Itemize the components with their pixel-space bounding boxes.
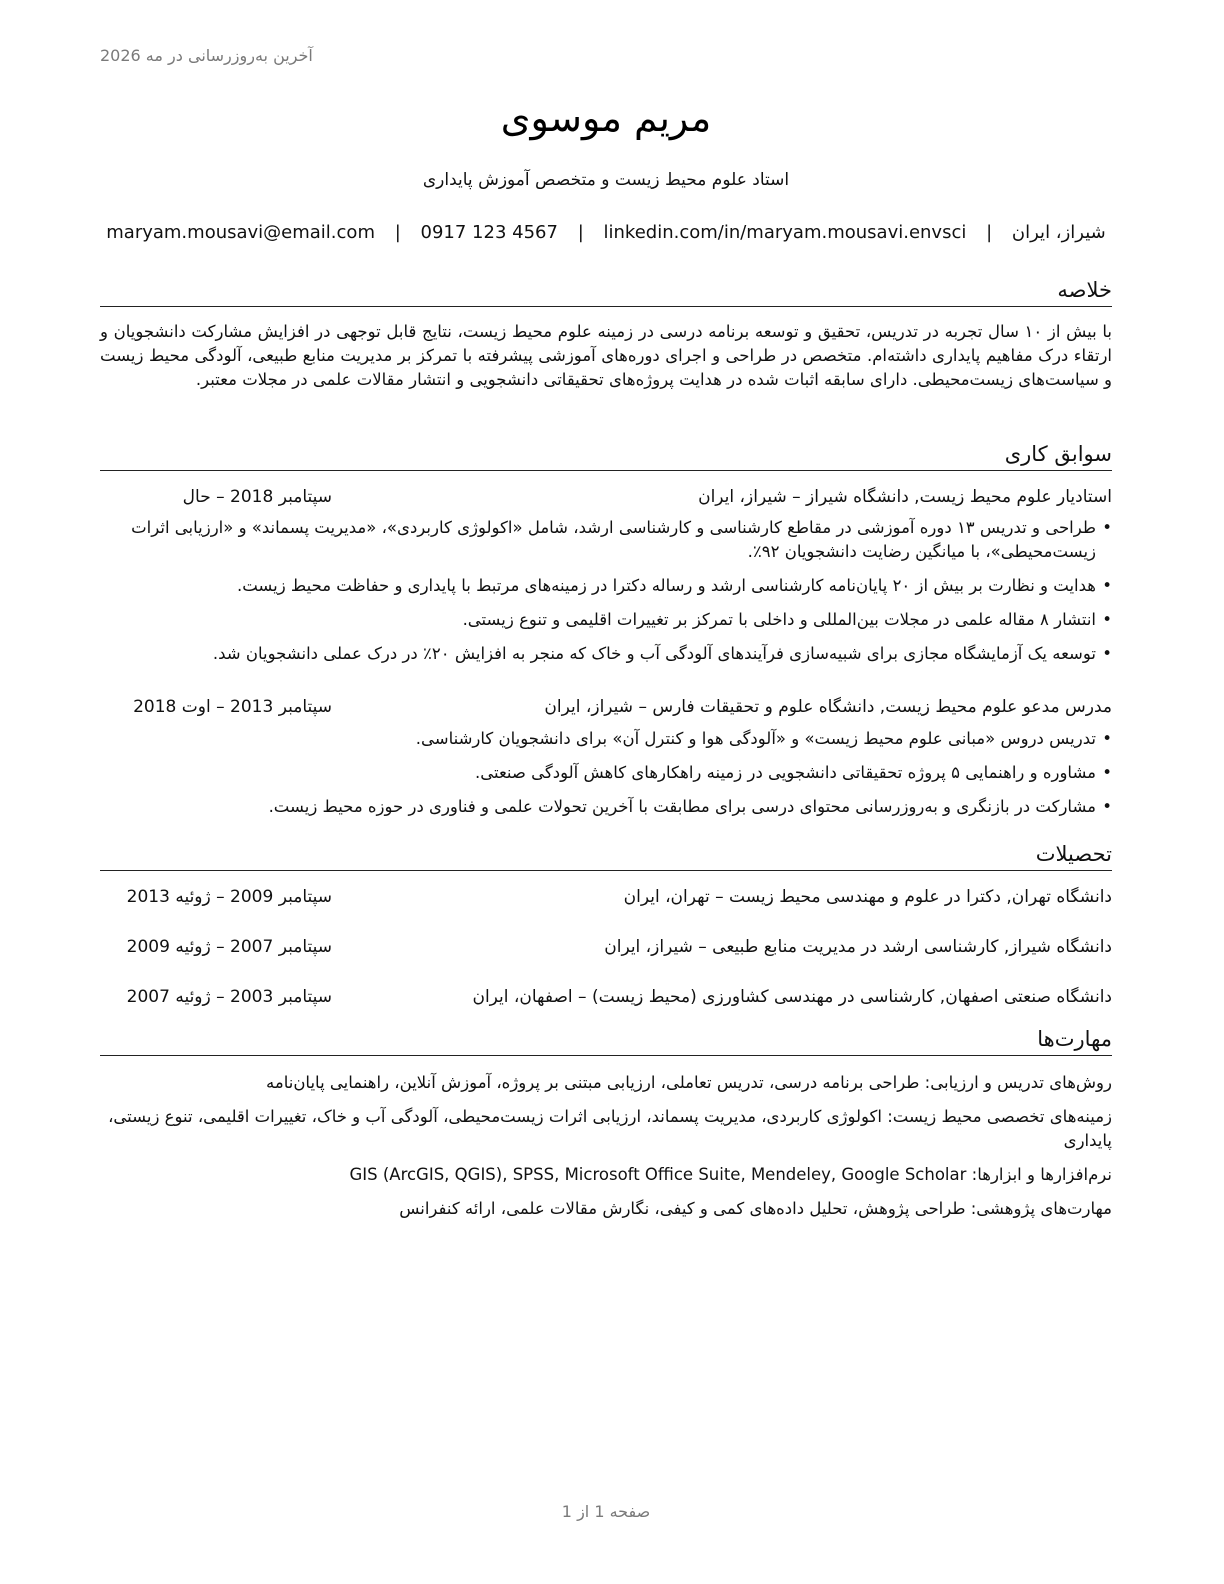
education-dates: سپتامبر 2009 – ژوئیه 2013 bbox=[126, 887, 332, 907]
summary-heading: خلاصه bbox=[100, 276, 1112, 307]
person-title: استاد علوم محیط زیست و متخصص آموزش پایداری bbox=[422, 170, 790, 190]
education-degree: دانشگاه صنعتی اصفهان, کارشناسی در مهندسی کشاورزی (محیط زیست) – اصفهان، ایران bbox=[472, 987, 1112, 1007]
education-entry bbox=[100, 935, 1112, 959]
skills-list bbox=[100, 1071, 1112, 1231]
education-degree: دانشگاه تهران, دکترا در علوم و مهندسی محیط زیست – تهران، ایران bbox=[623, 887, 1112, 907]
summary-text: با بیش از ۱۰ سال تجربه در تدریس، تحقیق و توسعه برنامه درسی در زمینه علوم محیط زیست، نتایج قابل توجهی در افزایش مشارکت دانشجویان و ارتقاء درک مفاهیم پایداری داشته‌ام. متخصص در طراحی و اجرای دوره‌های آموزشی پیشرفته با تمرکز بر مدیریت منابع طبیعی، آلودگی محیط زیست و سیاست‌های زیست‌محیطی. دارای سابقه اثبات شده در هدایت پروژه‌های تحقیقاتی دانشجویی و انتشار مقالات علمی در مجلات معتبر. bbox=[100, 322, 1112, 389]
education-entry bbox=[100, 885, 1112, 909]
list-item: • طراحی و تدریس ۱۳ دوره آموزشی در مقاطع کارشناسی و کارشناسی ارشد، شامل «اکولوژی کاربردی»، «مدیریت پسماند» و «ارزیابی اثرات زیست‌محیطی»، با میانگین رضایت دانشجویان ۹۲٪. bbox=[100, 516, 1112, 564]
contact-location: شیراز، ایران bbox=[1011, 222, 1106, 243]
job-entry bbox=[100, 695, 1112, 719]
education-degree: دانشگاه شیراز, کارشناسی ارشد در مدیریت منابع طبیعی – شیراز، ایران bbox=[604, 937, 1112, 957]
list-item: • مشاوره و راهنمایی ۵ پروژه تحقیقاتی دانشجویی در زمینه راهکارهای کاهش آلودگی صنعتی. bbox=[100, 761, 1112, 785]
skill-line: نرم‌افزارها و ابزارها: GIS (ArcGIS, QGIS), SPSS, Microsoft Office Suite, Mendeley, Google Scholar bbox=[349, 1165, 1112, 1184]
skill-line: مهارت‌های پژوهشی: طراحی پژوهش، تحلیل داده‌های کمی و کیفی، نگارش مقالات علمی، ارائه کنفرانس bbox=[399, 1199, 1112, 1218]
skill-line: زمینه‌های تخصصی محیط زیست: اکولوژی کاربردی، مدیریت پسماند، ارزیابی اثرات زیست‌محیطی، آلودگی آب و خاک، تغییرات اقلیمی، تنوع زیستی، پایداری bbox=[108, 1107, 1112, 1150]
list-item: • مشارکت در بازنگری و به‌روزرسانی محتوای درسی برای مطابقت با آخرین تحولات علمی و فناوری در حوزه محیط زیست. bbox=[100, 795, 1112, 819]
job-dates: سپتامبر 2018 – حال bbox=[182, 487, 332, 507]
list-item: • هدایت و نظارت بر بیش از ۲۰ پایان‌نامه کارشناسی ارشد و رساله دکترا در زمینه‌های مرتبط با پایداری و حفاظت محیط زیست. bbox=[100, 574, 1112, 598]
contact-phone[interactable]: 0917 123 4567 bbox=[420, 222, 558, 243]
contact-line bbox=[100, 222, 1112, 243]
education-dates: سپتامبر 2003 – ژوئیه 2007 bbox=[126, 987, 332, 1007]
education-entry bbox=[100, 985, 1112, 1009]
skills-heading: مهارت‌ها bbox=[100, 1025, 1112, 1056]
page-number: صفحه 1 از 1 bbox=[561, 1502, 651, 1521]
education-dates: سپتامبر 2007 – ژوئیه 2009 bbox=[126, 937, 332, 957]
person-name: مریم موسوی bbox=[500, 96, 712, 140]
contact-separator: | bbox=[394, 222, 401, 243]
contact-linkedin[interactable]: linkedin.com/in/maryam.mousavi.envsci bbox=[603, 222, 967, 243]
job-title: استادیار علوم محیط زیست, دانشگاه شیراز – شیراز، ایران bbox=[698, 487, 1112, 507]
list-item: • انتشار ۸ مقاله علمی در مجلات بین‌المللی و داخلی با تمرکز بر تغییرات اقلیمی و تنوع زیستی. bbox=[100, 608, 1112, 632]
skill-line: روش‌های تدریس و ارزیابی: طراحی برنامه درسی، تدریس تعاملی، ارزیابی مبتنی بر پروژه، آموزش آنلاین، راهنمایی پایان‌نامه bbox=[266, 1073, 1112, 1092]
education-heading: تحصیلات bbox=[100, 840, 1112, 871]
job-bullets bbox=[100, 516, 1112, 676]
list-item: • تدریس دروس «مبانی علوم محیط زیست» و «آلودگی هوا و کنترل آن» برای دانشجویان کارشناسی. bbox=[100, 727, 1112, 751]
job-bullets bbox=[100, 727, 1112, 829]
list-item: • توسعه یک آزمایشگاه مجازی برای شبیه‌سازی فرآیندهای آلودگی آب و خاک که منجر به افزایش ۲۰٪ در درک عملی دانشجویان شد. bbox=[100, 642, 1112, 666]
resume-page bbox=[100, 0, 1112, 1584]
job-title: مدرس مدعو علوم محیط زیست, دانشگاه علوم و تحقیقات فارس – شیراز، ایران bbox=[544, 697, 1112, 717]
last-updated: آخرین به‌روزرسانی در مه 2026 bbox=[100, 46, 313, 65]
experience-heading: سوابق کاری bbox=[100, 440, 1112, 471]
job-entry bbox=[100, 485, 1112, 509]
contact-separator: | bbox=[577, 222, 584, 243]
contact-separator: | bbox=[986, 222, 993, 243]
contact-email[interactable]: maryam.mousavi@email.com bbox=[106, 222, 375, 243]
job-dates: سپتامبر 2013 – اوت 2018 bbox=[133, 697, 332, 717]
